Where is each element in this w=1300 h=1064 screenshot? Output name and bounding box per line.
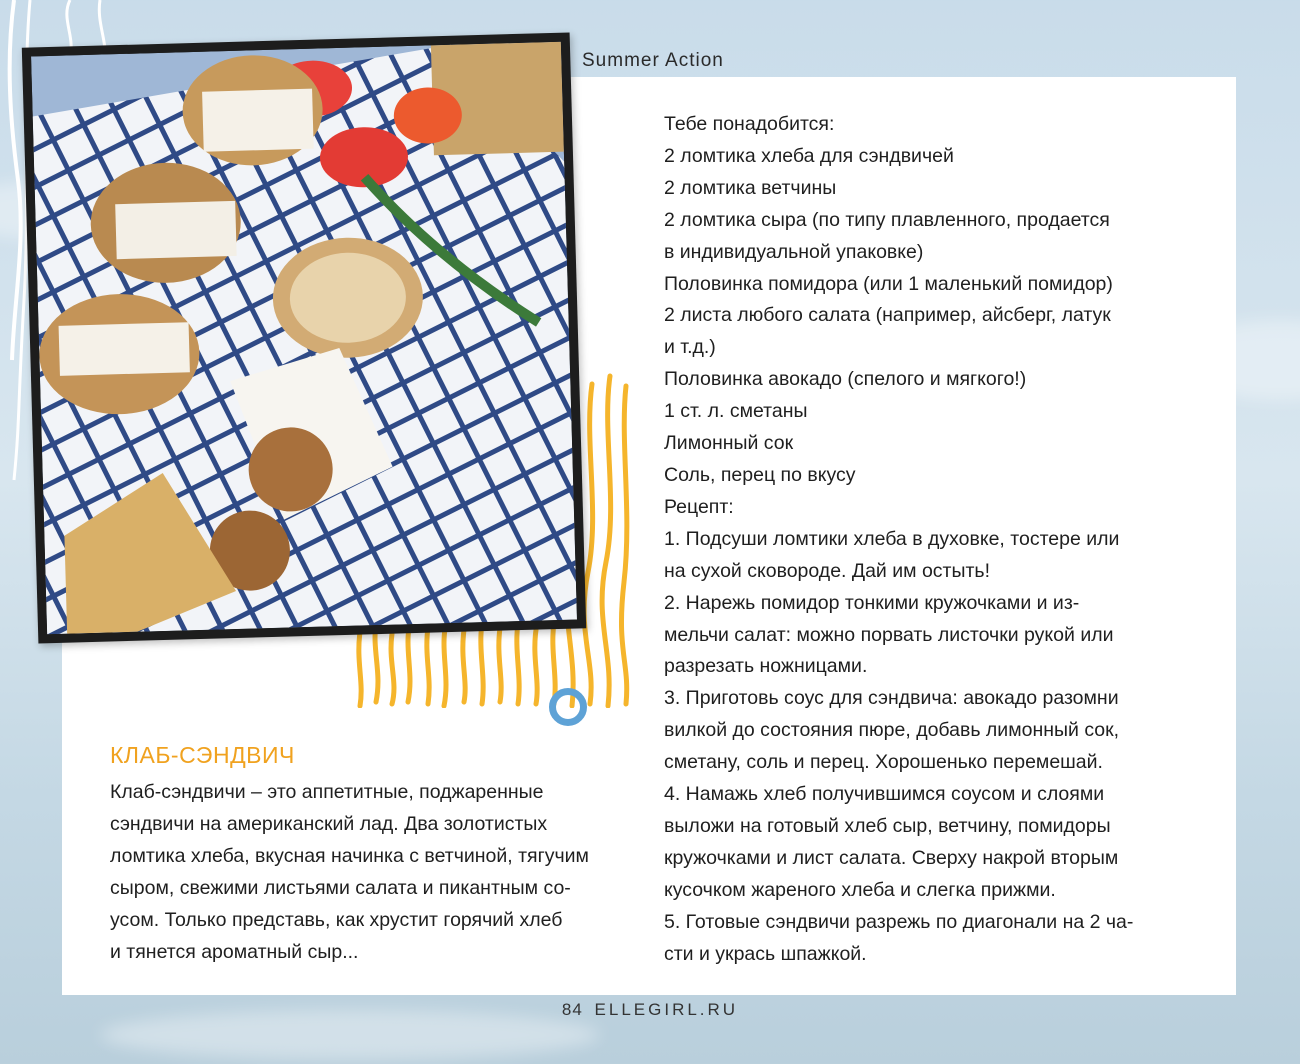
recipe-text (664, 109, 1194, 970)
recipe-line: кружочками и лист салата. Сверху накрой вторым (664, 846, 1119, 869)
recipe-line: 5. Готовые сэндвичи разрежь по диагонали на 2 ча- (664, 910, 1134, 933)
recipe-line: 4. Намажь хлеб получившимся соусом и слоями (664, 783, 1105, 806)
recipe-line: Половинка авокадо (спелого и мягкого!) (664, 368, 1027, 391)
recipe-line: на сухой сковороде. Дай им остыть! (664, 559, 990, 582)
recipe-line: сметану, соль и перец. Хорошенько перемешай. (664, 751, 1103, 774)
recipe-line: 1. Подсуши ломтики хлеба в духовке, тостере или (664, 527, 1120, 550)
recipe-line: Лимонный сок (664, 432, 794, 455)
recipe-line: Рецепт: (664, 495, 734, 518)
intro-line: усом. Только представь, как хрустит горячий хлеб (110, 909, 563, 931)
recipe-line: разрезать ножницами. (664, 655, 868, 678)
intro-line: сыром, свежими листьями салата и пикантным со- (110, 877, 571, 899)
recipe-line: и т.д.) (664, 336, 716, 359)
intro-line: ломтика хлеба, вкусная начинка с ветчиной, тягучим (110, 845, 589, 867)
recipe-line: 3. Приготовь соус для сэндвича: авокадо разомни (664, 687, 1119, 710)
recipe-line: в индивидуальной упаковке) (664, 240, 924, 263)
recipe-line: выложи на готовый хлеб сыр, ветчину, помидоры (664, 814, 1111, 837)
sandwich-illustration (31, 42, 577, 635)
page-footer (0, 1000, 1300, 1020)
sandwich-photo (22, 32, 586, 643)
intro-line: сэндвичи на американский лад. Два золотистых (110, 813, 548, 835)
recipe-line: вилкой до состояния пюре, добавь лимонный сок, (664, 719, 1120, 742)
recipe-line: 2 листа любого салата (например, айсберг, латук (664, 304, 1111, 327)
recipe-line: Соль, перец по вкусу (664, 463, 856, 486)
recipe-line: 2. Нарежь помидор тонкими кружочками и из- (664, 591, 1080, 614)
recipe-line: 2 ломтика хлеба для сэндвичей (664, 144, 954, 167)
recipe-line: сти и укрась шпажкой. (664, 942, 867, 965)
intro-line: и тянется ароматный сыр... (110, 941, 359, 963)
recipe-line: 2 ломтика ветчины (664, 176, 837, 199)
section-label: Summer Action (582, 50, 724, 71)
article-title: КЛАБ-СЭНДВИЧ (110, 742, 295, 768)
recipe-line: 1 ст. л. сметаны (664, 400, 808, 423)
page-number: 84 (561, 1000, 583, 1019)
recipe-line: 2 ломтика сыра (по типу плавленного, продается (664, 208, 1110, 231)
recipe-line: Тебе понадобится: (664, 113, 835, 135)
intro-line: Клаб-сэндвичи – это аппетитные, поджаренные (110, 781, 544, 803)
site-name: ELLEGIRL.RU (594, 1000, 739, 1019)
recipe-line: мельчи салат: можно порвать листочки рукой или (664, 623, 1114, 646)
recipe-line: кусочком жареного хлеба и слегка прижми. (664, 878, 1056, 901)
blue-ring-decoration (549, 688, 587, 726)
article-intro (110, 776, 630, 968)
recipe-line: Половинка помидора (или 1 маленький помидор) (664, 272, 1113, 295)
